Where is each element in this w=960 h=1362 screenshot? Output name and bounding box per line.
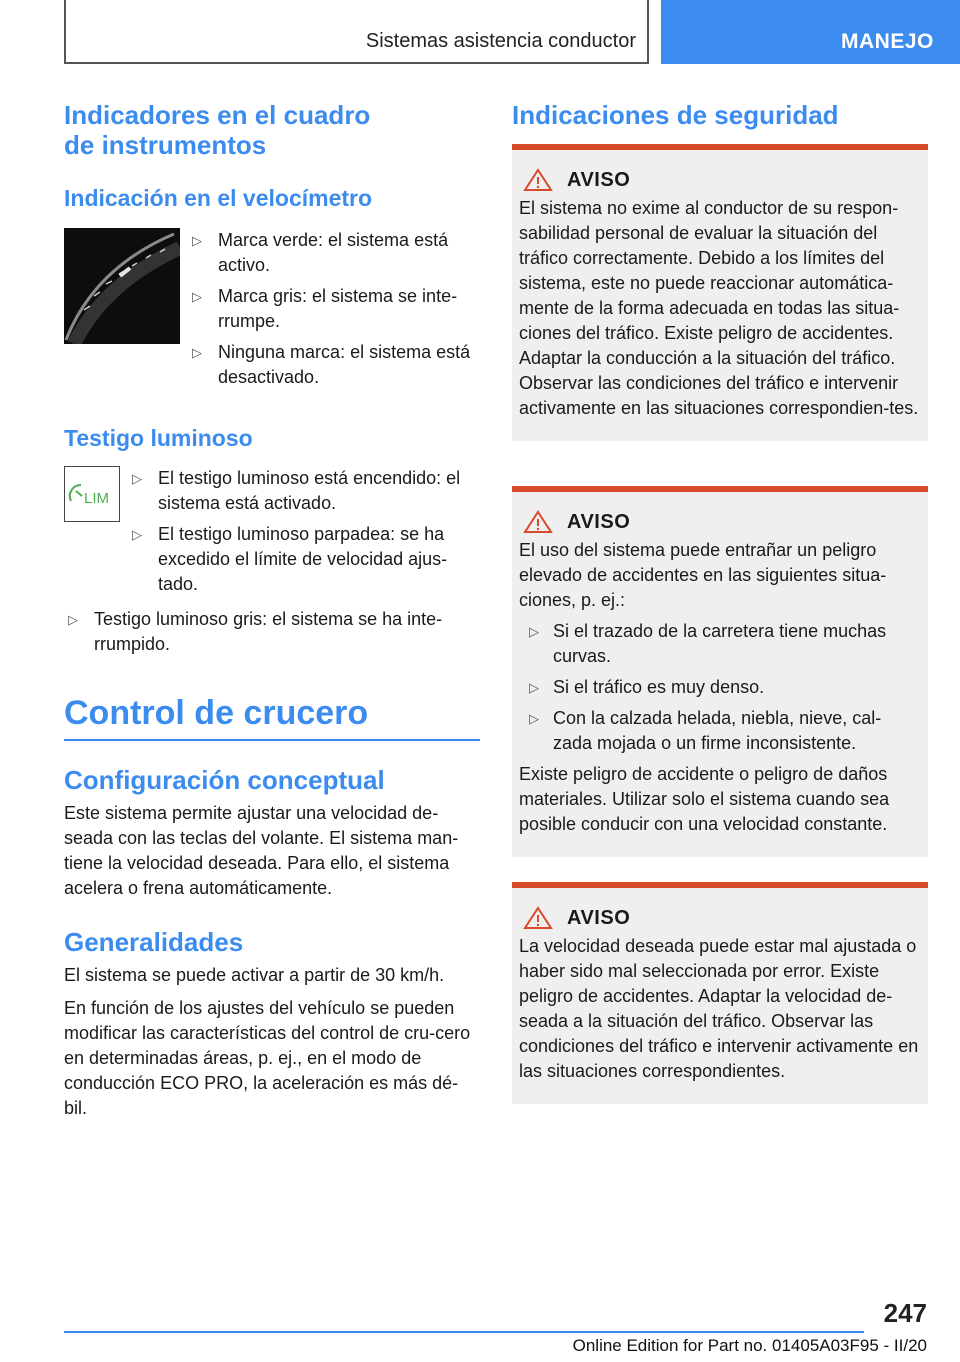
heading-control-crucero: Control de crucero (64, 693, 480, 741)
heading-velocimetro: Indicación en el velocímetro (64, 185, 373, 211)
heading-seguridad: Indicaciones de seguridad (512, 100, 839, 130)
warning-triangle-icon (523, 906, 553, 930)
list-item: ▷ Marca verde: el sistema está activo. (192, 230, 449, 275)
testigo-row (64, 466, 480, 603)
configuracion-text: Este sistema permite ajustar una velocidad de‐seada con las teclas del volante. El sistema man‐tiene la velocidad deseada. Para ello, el sistema acelera o frena automáticamente. (64, 803, 459, 898)
warning-header (519, 168, 920, 192)
header-section-title: Sistemas asistencia conductor (365, 30, 636, 52)
heading-testigo: Testigo luminoso (64, 425, 253, 451)
triangle-right-icon: ▷ (192, 289, 202, 304)
warning-label: AVISO (567, 510, 631, 533)
right-column (512, 100, 928, 130)
list-item: ▷ Si el trazado de la carretera tiene muchas curvas. (529, 621, 887, 666)
warning-header (519, 510, 920, 534)
heading-indicadores: Indicadores en el cuadro de instrumentos (64, 100, 371, 160)
header-chapter-tab: MANEJO (661, 0, 960, 64)
left-column (64, 100, 480, 1121)
warning-label: AVISO (567, 906, 631, 929)
warning-box (512, 144, 928, 441)
triangle-right-icon: ▷ (529, 624, 539, 639)
testigo-list (128, 466, 478, 603)
list-item: ▷ El testigo luminoso está encendido: el sistema está activado. (132, 468, 461, 513)
generalidades-text-2: En función de los ajustes del vehículo se pueden modificar las características del control de cru‐cero en determinadas áreas, p. ej., en el modo de conducción ECO PRO, la aceleración es más dé‐bil. (64, 998, 471, 1118)
warning-box (512, 882, 928, 1104)
speedometer-image (64, 228, 180, 344)
svg-text:LIM: LIM (84, 490, 110, 507)
list-item: ▷ Ninguna marca: el sistema está desactivado. (192, 342, 471, 387)
list-item: ▷ Marca gris: el sistema se inte‐rrumpe. (192, 286, 458, 331)
warning-box (512, 486, 928, 857)
warning-text: El sistema no exime al conductor de su respon‐sabilidad personal de evaluar la situación del tráfico correctamente. Debido a los límites del sistema, este no puede reaccionar automática‐mente de la forma adecuada en todas las situa‐ciones del tráfico. Existe peligro de accidentes. Adaptar la conducción a la situación del tráfico. Observar las condiciones del tráfico e intervenir activamente en las situaciones correspondien‐tes. (519, 198, 919, 418)
speedometer-row (64, 228, 480, 396)
generalidades-text-1: El sistema se puede activar a partir de 30 km/h. (64, 965, 445, 985)
speed-limiter-indicator-icon (64, 466, 120, 522)
triangle-right-icon: ▷ (192, 233, 202, 248)
footer-edition: Online Edition for Part no. 01405A03F95 - II/20 (572, 1336, 927, 1355)
warning-intro: El uso del sistema puede entrañar un peligro elevado de accidentes en las siguientes situa‐ciones, p. ej.: (519, 540, 887, 610)
heading-generalidades: Generalidades (64, 927, 244, 957)
triangle-right-icon: ▷ (132, 527, 142, 542)
heading-configuracion: Configuración conceptual (64, 765, 385, 795)
warning-label: AVISO (567, 168, 631, 191)
warning-triangle-icon (523, 168, 553, 192)
warning-triangle-icon (523, 510, 553, 534)
warning-header (519, 906, 920, 930)
footer-rule (64, 1331, 864, 1333)
triangle-right-icon: ▷ (529, 711, 539, 726)
warning-outro: Existe peligro de accidente o peligro de daños materiales. Utilizar solo el sistema cuando sea posible conducir con una velocidad constante. (519, 764, 890, 834)
list-item: ▷ Con la calzada helada, niebla, nieve, cal‐zada mojada o un firme inconsistente. (529, 708, 882, 753)
warning-list (519, 619, 920, 756)
triangle-right-icon: ▷ (529, 680, 539, 695)
list-item: ▷ El testigo luminoso parpadea: se ha excedido el límite de velocidad ajus‐tado. (132, 524, 448, 594)
triangle-right-icon: ▷ (68, 612, 78, 627)
list-item: ▷ Testigo luminoso gris: el sistema se ha inte‐rrumpido. (68, 609, 443, 654)
page-number: 247 (883, 1298, 927, 1328)
triangle-right-icon: ▷ (192, 345, 202, 360)
testigo-extra-list (64, 607, 474, 657)
triangle-right-icon: ▷ (132, 471, 142, 486)
speedometer-list (188, 228, 478, 396)
list-item: ▷ Si el tráfico es muy denso. (519, 675, 920, 700)
warning-text: La velocidad deseada puede estar mal ajustada o haber sido mal seleccionada por error. Existe peligro de accidentes. Adaptar la velocidad de‐seada a la situación del tráfico. Observar las condiciones del tráfico e intervenir activamente en las situaciones correspondientes. (519, 936, 919, 1081)
